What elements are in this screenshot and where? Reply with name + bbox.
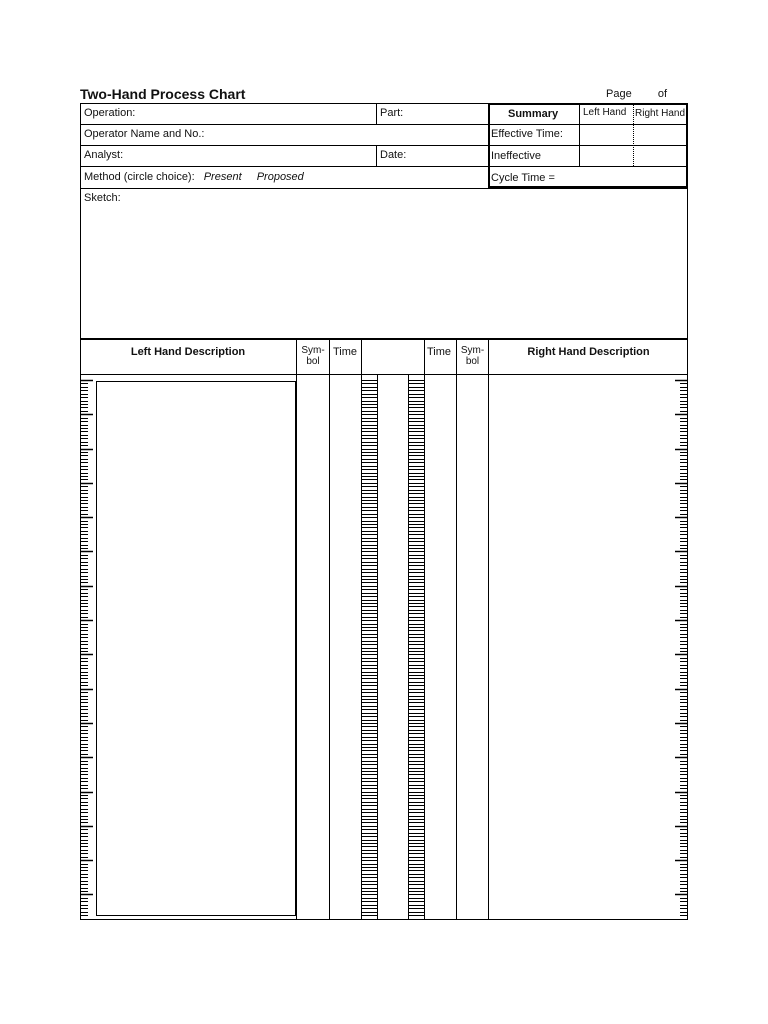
part-field[interactable]: Part: (380, 107, 404, 119)
left-hand-description-header: Left Hand Description (130, 346, 246, 358)
right-symbol-line1: Sym- (460, 345, 485, 356)
ineffective-label: Ineffective (491, 150, 541, 162)
right-hand-description-header: Right Hand Description (527, 346, 650, 358)
sketch-label: Sketch: (84, 192, 121, 204)
effective-time-label: Effective Time: (491, 128, 563, 140)
of-label: of (657, 88, 668, 100)
left-symbol-line1: Sym- (301, 345, 325, 356)
operation-field[interactable]: Operation: (84, 107, 136, 119)
cycle-time-label: Cycle Time = (491, 172, 555, 184)
summary-left-hand: Left Hand (583, 107, 627, 118)
page-label: Page (606, 88, 632, 100)
method-label: Method (circle choice): (84, 171, 195, 183)
operator-field[interactable]: Operator Name and No.: (84, 128, 205, 140)
left-time-header: Time (333, 346, 358, 358)
analyst-field[interactable]: Analyst: (84, 149, 124, 161)
summary-right-hand: Right Hand (635, 108, 686, 119)
summary-title: Summary (508, 108, 559, 120)
left-symbol-line2: bol (306, 356, 320, 367)
right-time-header: Time (427, 346, 452, 358)
proposed-option[interactable]: Proposed (256, 171, 304, 183)
date-field[interactable]: Date: (380, 149, 407, 161)
present-option[interactable]: Present (203, 171, 242, 183)
chart-title: Two-Hand Process Chart (80, 86, 246, 102)
right-symbol-line2: bol (465, 356, 480, 367)
